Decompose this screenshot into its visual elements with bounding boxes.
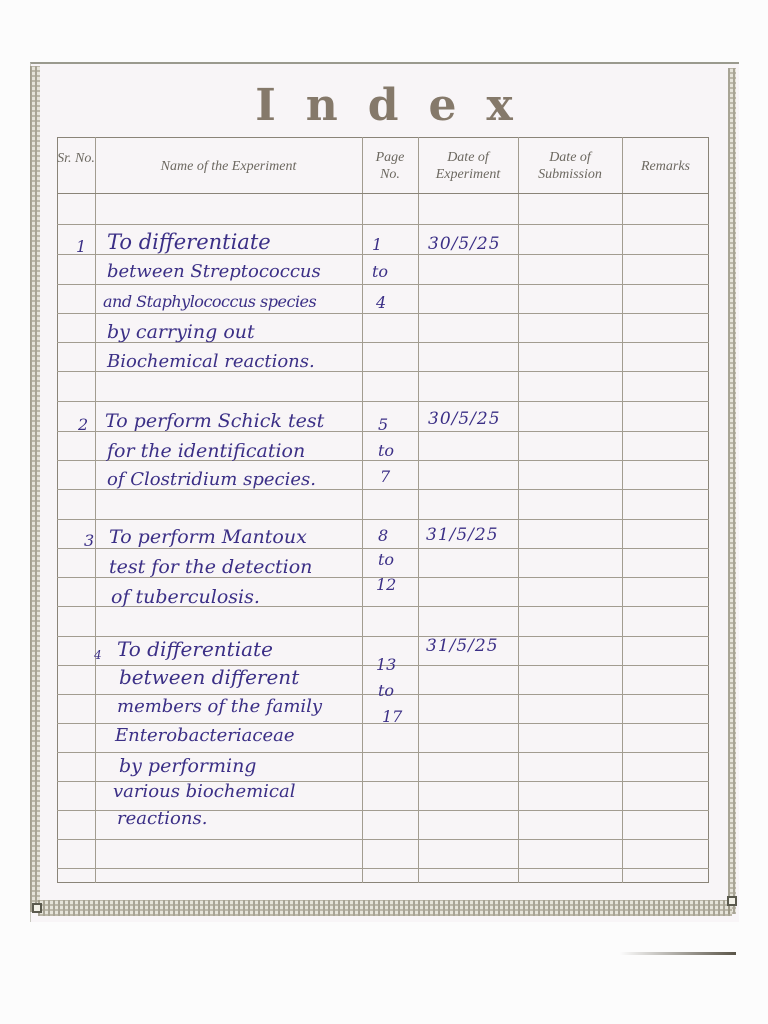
entry-name-line: for the identification xyxy=(107,440,306,462)
header-date-of-submission: Date of Submission xyxy=(538,150,602,182)
ruled-line xyxy=(57,254,709,255)
entry-name-line: To differentiate xyxy=(107,230,271,254)
column-divider xyxy=(622,137,623,883)
entry-page-to: to xyxy=(378,441,395,460)
entry-sr-number: 2 xyxy=(78,415,89,434)
entry-name-line: various biochemical xyxy=(113,781,296,802)
entry-name-line: To perform Mantoux xyxy=(109,526,307,548)
ruled-line xyxy=(57,839,709,840)
column-divider xyxy=(95,137,96,883)
entry-name-line: reactions. xyxy=(117,808,208,829)
border-corner-ornament xyxy=(32,903,42,913)
entry-page-start: 5 xyxy=(378,415,389,434)
entry-name-line: of tuberculosis. xyxy=(111,586,260,608)
entry-date-of-experiment: 30/5/25 xyxy=(428,409,501,429)
entry-date-of-experiment: 31/5/25 xyxy=(426,525,499,545)
decorative-border-left xyxy=(30,66,40,912)
entry-name-line: and Staphylococcus species xyxy=(103,292,317,311)
entry-sr-number: 4 xyxy=(94,648,102,662)
entry-name-line: by carrying out xyxy=(107,321,255,343)
header-divider xyxy=(57,193,709,194)
entry-name-line: test for the detection xyxy=(109,556,313,578)
entry-page-end: 4 xyxy=(376,293,387,312)
border-corner-ornament xyxy=(727,896,737,906)
ruled-line xyxy=(57,519,709,520)
header-remarks: Remarks xyxy=(641,159,690,174)
entry-date-of-experiment: 30/5/25 xyxy=(428,234,501,254)
entry-name-line: between Streptococcus xyxy=(107,261,321,282)
decorative-border-right xyxy=(728,68,736,914)
entry-name-line: Biochemical reactions. xyxy=(107,351,315,372)
decorative-border-bottom xyxy=(38,900,732,916)
header-page-no: Page No. xyxy=(375,150,405,182)
entry-page-start: 13 xyxy=(376,655,397,674)
header-date-of-experiment: Date of Experiment xyxy=(435,150,501,182)
entry-name-line: between different xyxy=(119,665,300,689)
entry-name-line: Enterobacteriaceae xyxy=(115,725,295,746)
entry-name-line: by performing xyxy=(119,755,257,777)
entry-page-start: 1 xyxy=(372,235,383,254)
entry-name-line: To perform Schick test xyxy=(105,410,325,432)
entry-name-line: members of the family xyxy=(117,696,323,717)
entry-page-to: to xyxy=(378,681,395,700)
ruled-line xyxy=(57,401,709,402)
column-divider xyxy=(418,137,419,883)
page-title: Index xyxy=(255,80,543,131)
entry-page-end: 17 xyxy=(382,707,403,726)
entry-date-of-experiment: 31/5/25 xyxy=(426,636,499,656)
entry-name-line: To differentiate xyxy=(117,637,273,661)
entry-page-to: to xyxy=(372,262,389,281)
ruled-line xyxy=(57,284,709,285)
ruled-line xyxy=(57,224,709,225)
entry-page-start: 8 xyxy=(378,526,389,545)
entry-sr-number: 1 xyxy=(76,237,87,256)
ruled-line xyxy=(57,752,709,753)
header-experiment-name: Name of the Experiment xyxy=(160,159,297,174)
header-sr-no: Sr. No. xyxy=(57,151,95,166)
entry-page-end: 7 xyxy=(380,467,391,486)
page-edge-shadow xyxy=(620,952,736,955)
column-divider xyxy=(518,137,519,883)
column-divider xyxy=(362,137,363,883)
entry-name-line: of Clostridium species. xyxy=(107,469,316,490)
entry-sr-number: 3 xyxy=(84,531,95,550)
ruled-line xyxy=(57,868,709,869)
entry-page-end: 12 xyxy=(376,575,397,594)
entry-page-to: to xyxy=(378,550,395,569)
